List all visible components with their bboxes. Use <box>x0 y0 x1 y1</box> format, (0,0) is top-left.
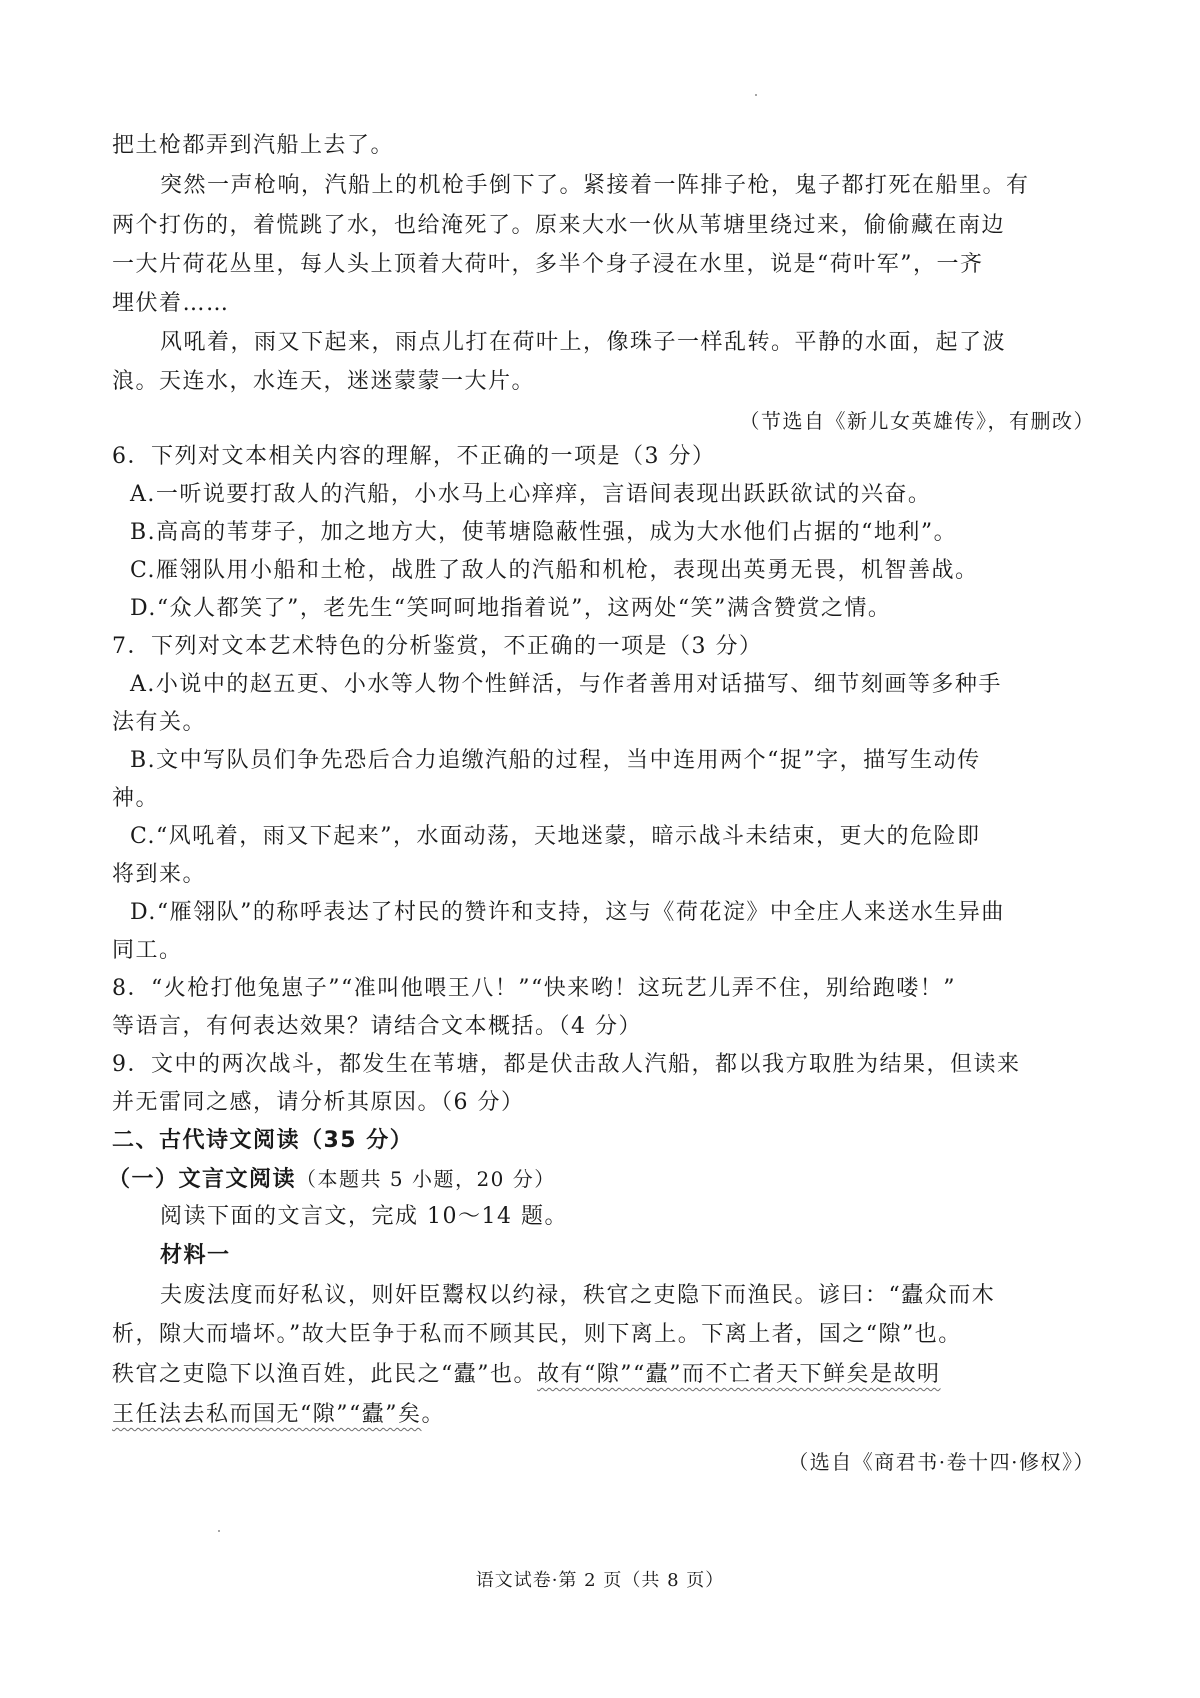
section-2-subtitle <box>108 1164 1098 1195</box>
material-text: 秩官之吏隐下以渔百姓，此民之“蠹”也。 <box>112 1362 537 1387</box>
question-7-option-d: D.“雁翎队”的称呼表达了村民的赞许和支持，这与《荷花淀》中全庄人来送水生异曲 <box>130 900 1005 925</box>
section-2-title: 二、古代诗文阅读（35 分） <box>112 1128 414 1153</box>
subsection-title: （一）文言文阅读 <box>108 1167 297 1192</box>
material-line: 析，隙大而墙坏。”故大臣争于私而不顾其民，则下离上。下离上者，国之“隙”也。 <box>112 1322 962 1347</box>
passage-line: 两个打伤的，着慌跳了水，也给淹死了。原来大水一伙从苇塘里绕过来，偷偷藏在南边 <box>112 213 1006 238</box>
question-7-option-c: C.“风吼着，雨又下起来”，水面动荡，天地迷蒙，暗示战斗未结束，更大的危险即 <box>130 824 981 849</box>
passage-line: 一大片荷花丛里，每人头上顶着大荷叶，多半个身子浸在水里，说是“荷叶军”，一齐 <box>112 252 984 277</box>
wavy-underlined-sentence: 故有“隙”“蠹”而不亡者天下鲜矣是故明 <box>537 1362 941 1387</box>
material-text: 。 <box>421 1402 446 1427</box>
passage-line: 埋伏着…… <box>112 291 230 316</box>
question-7-option-d-cont: 同工。 <box>112 938 183 963</box>
passage-line: 把土枪都弄到汽船上去了。 <box>112 133 395 158</box>
question-9-line: 9．文中的两次战斗，都发生在苇塘，都是伏击敌人汽船，都以我方取胜为结果，但读来 <box>112 1052 1021 1077</box>
material-line <box>112 1400 1102 1430</box>
scan-speck <box>755 94 757 96</box>
question-6-option-a: A.一听说要打敌人的汽船，小水马上心痒痒，言语间表现出跃跃欲试的兴奋。 <box>130 482 932 507</box>
question-8-line: 等语言，有何表达效果？请结合文本概括。（4 分） <box>112 1014 642 1039</box>
question-7-option-a: A.小说中的赵五更、小水等人物个性鲜活，与作者善用对话描写、细节刻画等多种手 <box>130 672 1002 697</box>
question-7-stem: 7．下列对文本艺术特色的分析鉴赏，不正确的一项是（3 分） <box>112 634 763 659</box>
material-line <box>112 1360 1102 1390</box>
question-8-line: 8．“火枪打他兔崽子”“准叫他喂王八！”“快来哟！这玩艺儿弄不住，别给跑喽！” <box>112 976 956 1001</box>
question-6-option-b: B.高高的苇芽子，加之地方大，使苇塘隐蔽性强，成为大水他们占据的“地利”。 <box>130 520 958 545</box>
passage-line: 突然一声枪响，汽船上的机枪手倒下了。紧接着一阵排子枪，鬼子都打死在船里。有 <box>160 173 1030 198</box>
question-6-option-d: D.“众人都笑了”，老先生“笑呵呵地指着说”，这两处“笑”满含赞赏之情。 <box>130 596 892 621</box>
material-title: 材料一 <box>160 1243 231 1268</box>
question-9-line: 并无雷同之感，请分析其原因。（6 分） <box>112 1090 525 1115</box>
scan-speck <box>218 1530 220 1532</box>
passage-source: （节选自《新儿女英雄传》，有删改） <box>739 409 1095 433</box>
question-7-option-c-cont: 将到来。 <box>112 862 207 887</box>
passage-line: 风吼着，雨又下起来，雨点儿打在荷叶上，像珠子一样乱转。平静的水面，起了波 <box>160 330 1007 355</box>
question-6-stem: 6．下列对文本相关内容的理解，不正确的一项是（3 分） <box>112 444 716 469</box>
question-6-option-c: C.雁翎队用小船和土枪，战胜了敌人的汽船和机枪，表现出英勇无畏，机智善战。 <box>130 558 979 583</box>
material-source: （选自《商君书·卷十四·修权》） <box>788 1450 1095 1474</box>
question-7-option-a-cont: 法有关。 <box>112 710 207 735</box>
question-7-option-b: B.文中写队员们争先恐后合力追缴汽船的过程，当中连用两个“捉”字，描写生动传 <box>130 748 981 773</box>
passage-line: 浪。天连水，水连天，迷迷蒙蒙一大片。 <box>112 369 536 394</box>
material-line: 夫废法度而好私议，则奸臣鬻权以约禄，秩官之吏隐下而渔民。谚曰：“蠹众而木 <box>160 1283 996 1308</box>
page-footer: 语文试卷·第 2 页（共 8 页） <box>475 1570 725 1591</box>
section-2-instruction: 阅读下面的文言文，完成 10～14 题。 <box>160 1204 568 1229</box>
wavy-underlined-sentence: 王任法去私而国无“隙”“蠹”矣 <box>112 1402 422 1427</box>
question-7-option-b-cont: 神。 <box>112 786 160 811</box>
subsection-note: （本题共 5 小题，20 分） <box>296 1167 556 1191</box>
